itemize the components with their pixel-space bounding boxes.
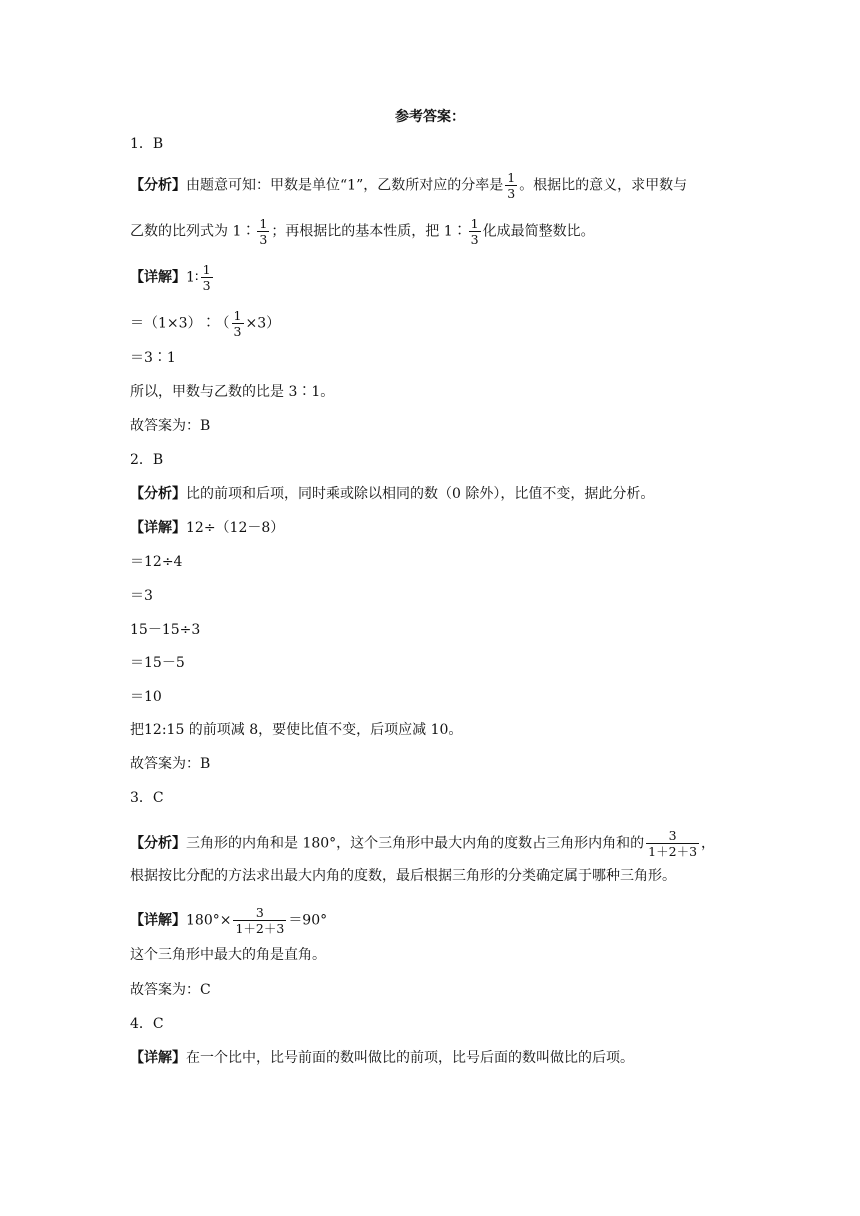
detail-tag: 【详解】 [130,912,186,929]
q4-detail [130,1048,634,1068]
q2-step3: 15－15÷3 [130,622,201,638]
q2-detail [130,518,284,538]
fraction-one-third: $\frac{1}{3}$ [470,216,479,247]
q2-conclusion: 把12:15 的前项减 8，要使比值不变，后项应减 10。 [130,722,463,738]
q1-analysis-text-b: 。根据比的意义，求甲数与 [519,177,688,194]
q3-analysis-text-a: 三角形的内角和是 180°，这个三角形中最大内角的度数占三角形内角和的 [186,835,645,852]
q1-heading: 1．B [130,136,164,152]
q2-heading: 2．B [130,452,164,468]
q3-answer: 故答案为：C [130,982,211,998]
q2-detail-text: 12÷（12－8） [186,520,285,536]
q3-detail [130,905,327,936]
q3-analysis-line2: 根据按比分配的方法求出最大内角的度数，最后根据三角形的分类确定属于哪种三角形。 [130,868,676,884]
q3-detail-a: 180°× [186,912,232,929]
q3-conclusion: 这个三角形中最大的角是直角。 [130,947,326,963]
fraction-one-third: $\frac{1}{3}$ [259,216,268,247]
analysis-tag: 【分析】 [130,486,186,502]
fraction-three-over-sum: $\frac{3}{1+2+3}$ [235,905,285,936]
q1-answer: 故答案为：B [130,418,211,434]
q1-step1 [130,308,280,339]
q3-analysis-text-b: ， [701,835,716,852]
fraction-one-third: $\frac{1}{3}$ [233,308,242,339]
q1-step1-a: ＝（1×3）∶（ [130,315,230,332]
fraction-one-third: $\frac{1}{3}$ [202,262,211,293]
q2-answer: 故答案为：B [130,756,211,772]
q2-step5: ＝10 [130,689,162,705]
q1-conclusion: 所以，甲数与乙数的比是 3∶1。 [130,384,335,400]
fraction-one-third: $\frac{1}{3}$ [507,170,516,201]
q1-analysis-line1 [130,170,687,201]
q3-heading: 3．C [130,790,164,806]
q2-step1: ＝12÷4 [130,554,183,570]
analysis-tag: 【分析】 [130,177,186,194]
q1-detail-line [130,262,215,293]
q1-analysis2-b: ；再根据比的基本性质，把 1∶ [271,223,467,240]
q4-heading: 4．C [130,1016,164,1032]
fraction-three-over-sum: $\frac{3}{1+2+3}$ [648,828,698,859]
q3-detail-b: ＝90° [288,912,328,929]
q2-step4: ＝15－5 [130,655,185,671]
detail-tag: 【详解】 [130,520,186,536]
q2-step2: ＝3 [130,588,153,604]
q1-step2: ＝3∶1 [130,350,176,366]
q2-analysis [130,484,654,504]
q3-analysis-line1 [130,828,715,859]
q1-analysis2-a: 乙数的比列式为 1∶ [130,223,256,240]
q1-step1-b: ×3） [245,315,281,332]
q2-analysis-text: 比的前项和后项，同时乘或除以相同的数（0 除外），比值不变，据此分析。 [186,486,655,502]
detail-tag: 【详解】 [130,269,186,286]
q1-analysis2-c: 化成最简整数比。 [482,223,595,240]
q1-analysis-line2 [130,216,595,247]
analysis-tag: 【分析】 [130,835,186,852]
q4-detail-text: 在一个比中，比号前面的数叫做比的前项，比号后面的数叫做比的后项。 [186,1050,634,1066]
detail-tag: 【详解】 [130,1050,186,1066]
q1-detail-a: 1∶ [186,269,199,286]
page-title: 参考答案： [395,109,465,125]
q1-analysis-text-a: 由题意可知：甲数是单位“1”，乙数所对应的分率是 [186,177,504,194]
